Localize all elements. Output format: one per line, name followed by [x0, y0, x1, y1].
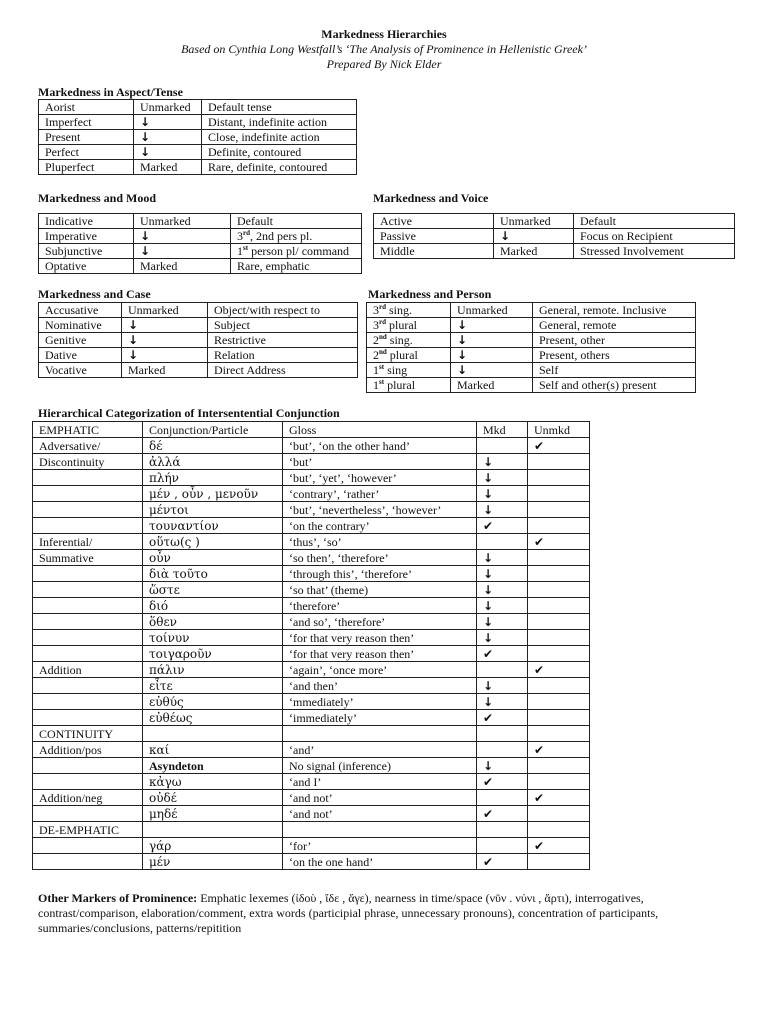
- table-cell: [528, 518, 590, 534]
- table-cell: [528, 614, 590, 630]
- table-cell: Distant, indefinite action: [202, 115, 357, 130]
- table-cell: Perfect: [39, 145, 134, 160]
- table-row: [33, 838, 590, 854]
- other-markers-text: Emphatic lexemes (ἰδοὺ , ἴδε , ἄγε), nearness in time/space (νῦν . νύνι , ἄρτι), interrogatives, contrast/comparison, elaboration/comment, extra words (participial phrase, unnecessary pronouns), concentration of participants, summaries/conclusions, patterns/repitition: [38, 891, 659, 935]
- table-cell: [477, 838, 528, 854]
- table-cell: [528, 694, 590, 710]
- table-cell: [477, 790, 528, 806]
- table-cell: ‘and not’: [283, 806, 477, 822]
- table-row: [367, 378, 696, 393]
- table-cell: ✔: [477, 710, 528, 726]
- table-row: [39, 214, 362, 229]
- table-cell: ‘for that very reason then’: [283, 646, 477, 662]
- table-cell: ✔: [477, 774, 528, 790]
- table-cell: ‘contrary’, ‘rather’: [283, 486, 477, 502]
- table-cell: ↓: [134, 244, 231, 259]
- table-cell: Default: [574, 214, 735, 229]
- table-cell: [33, 502, 143, 518]
- table-cell: [33, 646, 143, 662]
- table-cell: [283, 822, 477, 838]
- column-header: Unmkd: [528, 422, 590, 438]
- table-cell: ↓: [477, 502, 528, 518]
- table-row: [33, 774, 590, 790]
- table-cell: Dative: [39, 348, 122, 363]
- table-cell: [528, 758, 590, 774]
- table-row: [33, 854, 590, 870]
- table-cell: ‘on the contrary’: [283, 518, 477, 534]
- table-row: [33, 710, 590, 726]
- table-cell: [528, 774, 590, 790]
- table-row: [39, 348, 358, 363]
- table-cell: 1st sing: [367, 363, 451, 378]
- table-cell: ✔: [477, 518, 528, 534]
- table-cell: ↓: [477, 758, 528, 774]
- table-cell: [477, 438, 528, 454]
- table-cell: καί: [143, 742, 283, 758]
- table-row: [33, 822, 590, 838]
- table-cell: Marked: [494, 244, 574, 259]
- table-cell: ‘again’, ‘once more’: [283, 662, 477, 678]
- table-cell: Indicative: [39, 214, 134, 229]
- table-cell: Optative: [39, 259, 134, 274]
- table-cell: ↓: [451, 333, 533, 348]
- table-cell: Addition/pos: [33, 742, 143, 758]
- table-row: [39, 259, 362, 274]
- table-cell: ✔: [528, 790, 590, 806]
- table-cell: κἀγω: [143, 774, 283, 790]
- conjunction-heading: Hierarchical Categorization of Intersentential Conjunction: [38, 406, 340, 420]
- table-cell: [477, 822, 528, 838]
- table-cell: ↓: [477, 630, 528, 646]
- table-cell: ↓: [477, 550, 528, 566]
- table-cell: 1st person pl/ command: [231, 244, 362, 259]
- table-cell: Present: [39, 130, 134, 145]
- table-row: [39, 333, 358, 348]
- table-cell: ✔: [528, 438, 590, 454]
- table-cell: [528, 566, 590, 582]
- table-cell: διό: [143, 598, 283, 614]
- table-cell: [528, 486, 590, 502]
- table-cell: Active: [374, 214, 494, 229]
- table-cell: Default tense: [202, 100, 357, 115]
- table-cell: [143, 726, 283, 742]
- table-cell: ↓: [451, 318, 533, 333]
- conjunction-table: [32, 421, 590, 870]
- table-cell: Close, indefinite action: [202, 130, 357, 145]
- table-cell: Asyndeton: [143, 758, 283, 774]
- table-cell: ↓: [477, 678, 528, 694]
- table-cell: Adversative/: [33, 438, 143, 454]
- table-cell: ‘but’, ‘on the other hand’: [283, 438, 477, 454]
- table-row: [33, 614, 590, 630]
- table-cell: ↓: [122, 333, 208, 348]
- table-cell: οὕτω(ς ): [143, 534, 283, 550]
- table-cell: Inferential/: [33, 534, 143, 550]
- table-row: [33, 662, 590, 678]
- table-cell: 2nd sing.: [367, 333, 451, 348]
- table-cell: ‘on the one hand’: [283, 854, 477, 870]
- table-cell: [33, 806, 143, 822]
- table-cell: [33, 582, 143, 598]
- table-cell: δέ: [143, 438, 283, 454]
- table-cell: ✔: [477, 646, 528, 662]
- table-cell: General, remote: [533, 318, 696, 333]
- table-cell: ↓: [122, 348, 208, 363]
- table-cell: [33, 518, 143, 534]
- table-cell: [528, 822, 590, 838]
- table-cell: [33, 486, 143, 502]
- table-row: [33, 518, 590, 534]
- table-row: [33, 598, 590, 614]
- table-cell: ‘but’, ‘nevertheless’, ‘however’: [283, 502, 477, 518]
- table-cell: Imperative: [39, 229, 134, 244]
- table-cell: ↓: [134, 115, 202, 130]
- table-row: [33, 454, 590, 470]
- table-cell: τοίνυν: [143, 630, 283, 646]
- table-cell: General, remote. Inclusive: [533, 303, 696, 318]
- table-row: [33, 550, 590, 566]
- table-cell: διὰ τοῦτο: [143, 566, 283, 582]
- table-cell: ✔: [528, 838, 590, 854]
- table-cell: ↓: [494, 229, 574, 244]
- table-row: [39, 130, 357, 145]
- table-cell: ‘therefore’: [283, 598, 477, 614]
- table-cell: 3rd sing.: [367, 303, 451, 318]
- table-cell: ἀλλά: [143, 454, 283, 470]
- table-cell: [33, 678, 143, 694]
- voice-heading: Markedness and Voice: [373, 191, 489, 205]
- person-table: [366, 302, 696, 393]
- table-cell: ↓: [477, 598, 528, 614]
- table-cell: Rare, definite, contoured: [202, 160, 357, 175]
- table-cell: ↓: [477, 614, 528, 630]
- table-cell: [33, 710, 143, 726]
- table-cell: [477, 534, 528, 550]
- table-cell: ↓: [134, 229, 231, 244]
- table-cell: Self: [533, 363, 696, 378]
- column-header: Mkd: [477, 422, 528, 438]
- table-row: [33, 742, 590, 758]
- table-cell: τοιγαροῦν: [143, 646, 283, 662]
- case-heading: Markedness and Case: [38, 287, 151, 301]
- table-cell: Relation: [208, 348, 358, 363]
- page-author: Prepared By Nick Elder: [326, 57, 442, 71]
- table-cell: Vocative: [39, 363, 122, 378]
- table-cell: Imperfect: [39, 115, 134, 130]
- table-cell: Passive: [374, 229, 494, 244]
- table-cell: ‘for’: [283, 838, 477, 854]
- table-cell: ‘and then’: [283, 678, 477, 694]
- table-cell: Subjunctive: [39, 244, 134, 259]
- table-row: [33, 566, 590, 582]
- table-cell: ↓: [134, 130, 202, 145]
- table-row: [39, 244, 362, 259]
- table-cell: 3rd plural: [367, 318, 451, 333]
- table-row: [33, 486, 590, 502]
- table-cell: [33, 566, 143, 582]
- table-cell: οὐδέ: [143, 790, 283, 806]
- table-cell: Unmarked: [494, 214, 574, 229]
- column-header: Conjunction/Particle: [143, 422, 283, 438]
- table-cell: Genitive: [39, 333, 122, 348]
- table-row: [39, 303, 358, 318]
- mood-heading: Markedness and Mood: [38, 191, 157, 205]
- case-table: [38, 302, 358, 378]
- table-cell: [528, 726, 590, 742]
- table-cell: [33, 470, 143, 486]
- table-cell: Present, other: [533, 333, 696, 348]
- table-row: [33, 534, 590, 550]
- table-cell: ↓: [477, 694, 528, 710]
- table-cell: Accusative: [39, 303, 122, 318]
- table-row: [39, 160, 357, 175]
- table-cell: ‘immediately’: [283, 710, 477, 726]
- table-cell: Subject: [208, 318, 358, 333]
- table-row: [367, 348, 696, 363]
- table-cell: Summative: [33, 550, 143, 566]
- table-cell: οὖν: [143, 550, 283, 566]
- table-row: [33, 438, 590, 454]
- table-cell: [528, 678, 590, 694]
- table-cell: μέντοι: [143, 502, 283, 518]
- table-cell: ‘so then’, ‘therefore’: [283, 550, 477, 566]
- table-cell: Addition: [33, 662, 143, 678]
- table-row: [33, 694, 590, 710]
- table-cell: 3rd, 2nd pers pl.: [231, 229, 362, 244]
- table-row: [39, 229, 362, 244]
- table-cell: Addition/neg: [33, 790, 143, 806]
- table-cell: [33, 838, 143, 854]
- table-cell: Middle: [374, 244, 494, 259]
- aspect-table: [38, 99, 357, 175]
- table-cell: ↓: [122, 318, 208, 333]
- table-cell: ὅθεν: [143, 614, 283, 630]
- table-cell: ↓: [134, 145, 202, 160]
- table-cell: ‘but’, ‘yet’, ‘however’: [283, 470, 477, 486]
- table-cell: [528, 854, 590, 870]
- page-subtitle: Based on Cynthia Long Westfall’s ‘The Analysis of Prominence in Hellenistic Greek’: [181, 42, 587, 56]
- table-cell: πάλιν: [143, 662, 283, 678]
- table-row: [33, 790, 590, 806]
- table-cell: Unmarked: [134, 214, 231, 229]
- table-row: [39, 363, 358, 378]
- table-cell: [528, 550, 590, 566]
- table-cell: ↓: [477, 470, 528, 486]
- table-cell: Direct Address: [208, 363, 358, 378]
- table-row: [367, 303, 696, 318]
- table-row: [33, 502, 590, 518]
- table-cell: Discontinuity: [33, 454, 143, 470]
- table-row: [39, 100, 357, 115]
- table-cell: εἶτε: [143, 678, 283, 694]
- table-cell: εὐθύς: [143, 694, 283, 710]
- table-row: [374, 214, 735, 229]
- table-cell: μηδέ: [143, 806, 283, 822]
- table-cell: ‘but’: [283, 454, 477, 470]
- table-cell: [33, 758, 143, 774]
- voice-table: [373, 213, 735, 259]
- table-cell: Marked: [122, 363, 208, 378]
- table-cell: 2nd plural: [367, 348, 451, 363]
- table-cell: [528, 582, 590, 598]
- table-cell: [528, 598, 590, 614]
- table-cell: ↓: [477, 486, 528, 502]
- table-cell: Stressed Involvement: [574, 244, 735, 259]
- table-cell: Unmarked: [122, 303, 208, 318]
- table-cell: [528, 502, 590, 518]
- table-cell: [528, 470, 590, 486]
- mood-table: [38, 213, 362, 274]
- table-cell: ↓: [477, 582, 528, 598]
- table-cell: ✔: [528, 742, 590, 758]
- table-cell: Unmarked: [134, 100, 202, 115]
- table-cell: ‘and so’, ‘therefore’: [283, 614, 477, 630]
- table-cell: [477, 742, 528, 758]
- table-cell: Default: [231, 214, 362, 229]
- table-cell: ‘for that very reason then’: [283, 630, 477, 646]
- table-cell: [283, 726, 477, 742]
- table-cell: ‘mmediately’: [283, 694, 477, 710]
- table-row: [367, 318, 696, 333]
- table-cell: Unmarked: [451, 303, 533, 318]
- person-heading: Markedness and Person: [368, 287, 492, 301]
- table-row: [33, 678, 590, 694]
- aspect-heading: Markedness in Aspect/Tense: [38, 85, 183, 99]
- table-row: [33, 630, 590, 646]
- table-cell: Aorist: [39, 100, 134, 115]
- other-markers-label: Other Markers of Prominence:: [38, 891, 198, 905]
- table-cell: μέν: [143, 854, 283, 870]
- table-cell: ‘so that’ (theme): [283, 582, 477, 598]
- table-row: [33, 726, 590, 742]
- table-cell: ↓: [451, 363, 533, 378]
- table-cell: DE-EMPHATIC: [33, 822, 143, 838]
- table-row: [33, 582, 590, 598]
- table-cell: ‘thus’, ‘so’: [283, 534, 477, 550]
- table-cell: Object/with respect to: [208, 303, 358, 318]
- table-cell: [33, 694, 143, 710]
- table-cell: τουναντίον: [143, 518, 283, 534]
- table-cell: [528, 710, 590, 726]
- table-cell: [477, 662, 528, 678]
- table-cell: ✔: [528, 662, 590, 678]
- table-row: [39, 115, 357, 130]
- table-cell: [477, 726, 528, 742]
- table-row: [33, 758, 590, 774]
- table-cell: Restrictive: [208, 333, 358, 348]
- table-row: [367, 363, 696, 378]
- table-cell: ✔: [528, 534, 590, 550]
- page-title: Markedness Hierarchies: [321, 27, 447, 41]
- table-cell: Pluperfect: [39, 160, 134, 175]
- table-cell: [33, 598, 143, 614]
- table-row: [374, 229, 735, 244]
- table-cell: [33, 630, 143, 646]
- column-header: Gloss: [283, 422, 477, 438]
- table-cell: Focus on Recipient: [574, 229, 735, 244]
- table-cell: [33, 854, 143, 870]
- table-cell: [33, 614, 143, 630]
- table-cell: Rare, emphatic: [231, 259, 362, 274]
- table-cell: [33, 774, 143, 790]
- table-cell: πλήν: [143, 470, 283, 486]
- table-header-row: [33, 422, 590, 438]
- table-cell: ↓: [477, 454, 528, 470]
- other-markers: [38, 891, 738, 936]
- table-cell: CONTINUITY: [33, 726, 143, 742]
- table-cell: No signal (inference): [283, 758, 477, 774]
- table-cell: Nominative: [39, 318, 122, 333]
- table-cell: γάρ: [143, 838, 283, 854]
- table-cell: Marked: [134, 160, 202, 175]
- table-cell: [528, 630, 590, 646]
- table-cell: Marked: [134, 259, 231, 274]
- table-cell: Definite, contoured: [202, 145, 357, 160]
- column-header: EMPHATIC: [33, 422, 143, 438]
- table-row: [39, 145, 357, 160]
- table-cell: μέν , οὖν , μενοῦν: [143, 486, 283, 502]
- table-cell: ↓: [451, 348, 533, 363]
- table-row: [33, 470, 590, 486]
- table-cell: ‘and’: [283, 742, 477, 758]
- table-cell: 1st plural: [367, 378, 451, 393]
- table-cell: [143, 822, 283, 838]
- table-row: [39, 318, 358, 333]
- table-cell: ✔: [477, 806, 528, 822]
- table-row: [33, 806, 590, 822]
- table-cell: Marked: [451, 378, 533, 393]
- table-cell: [528, 806, 590, 822]
- table-cell: [528, 646, 590, 662]
- table-cell: ‘and not’: [283, 790, 477, 806]
- table-row: [374, 244, 735, 259]
- table-cell: [528, 454, 590, 470]
- table-row: [367, 333, 696, 348]
- table-cell: Present, others: [533, 348, 696, 363]
- table-cell: ↓: [477, 566, 528, 582]
- table-cell: εὐθέως: [143, 710, 283, 726]
- table-cell: Self and other(s) present: [533, 378, 696, 393]
- table-cell: ὥστε: [143, 582, 283, 598]
- table-cell: ‘and I’: [283, 774, 477, 790]
- table-cell: ‘through this’, ‘therefore’: [283, 566, 477, 582]
- table-cell: ✔: [477, 854, 528, 870]
- table-row: [33, 646, 590, 662]
